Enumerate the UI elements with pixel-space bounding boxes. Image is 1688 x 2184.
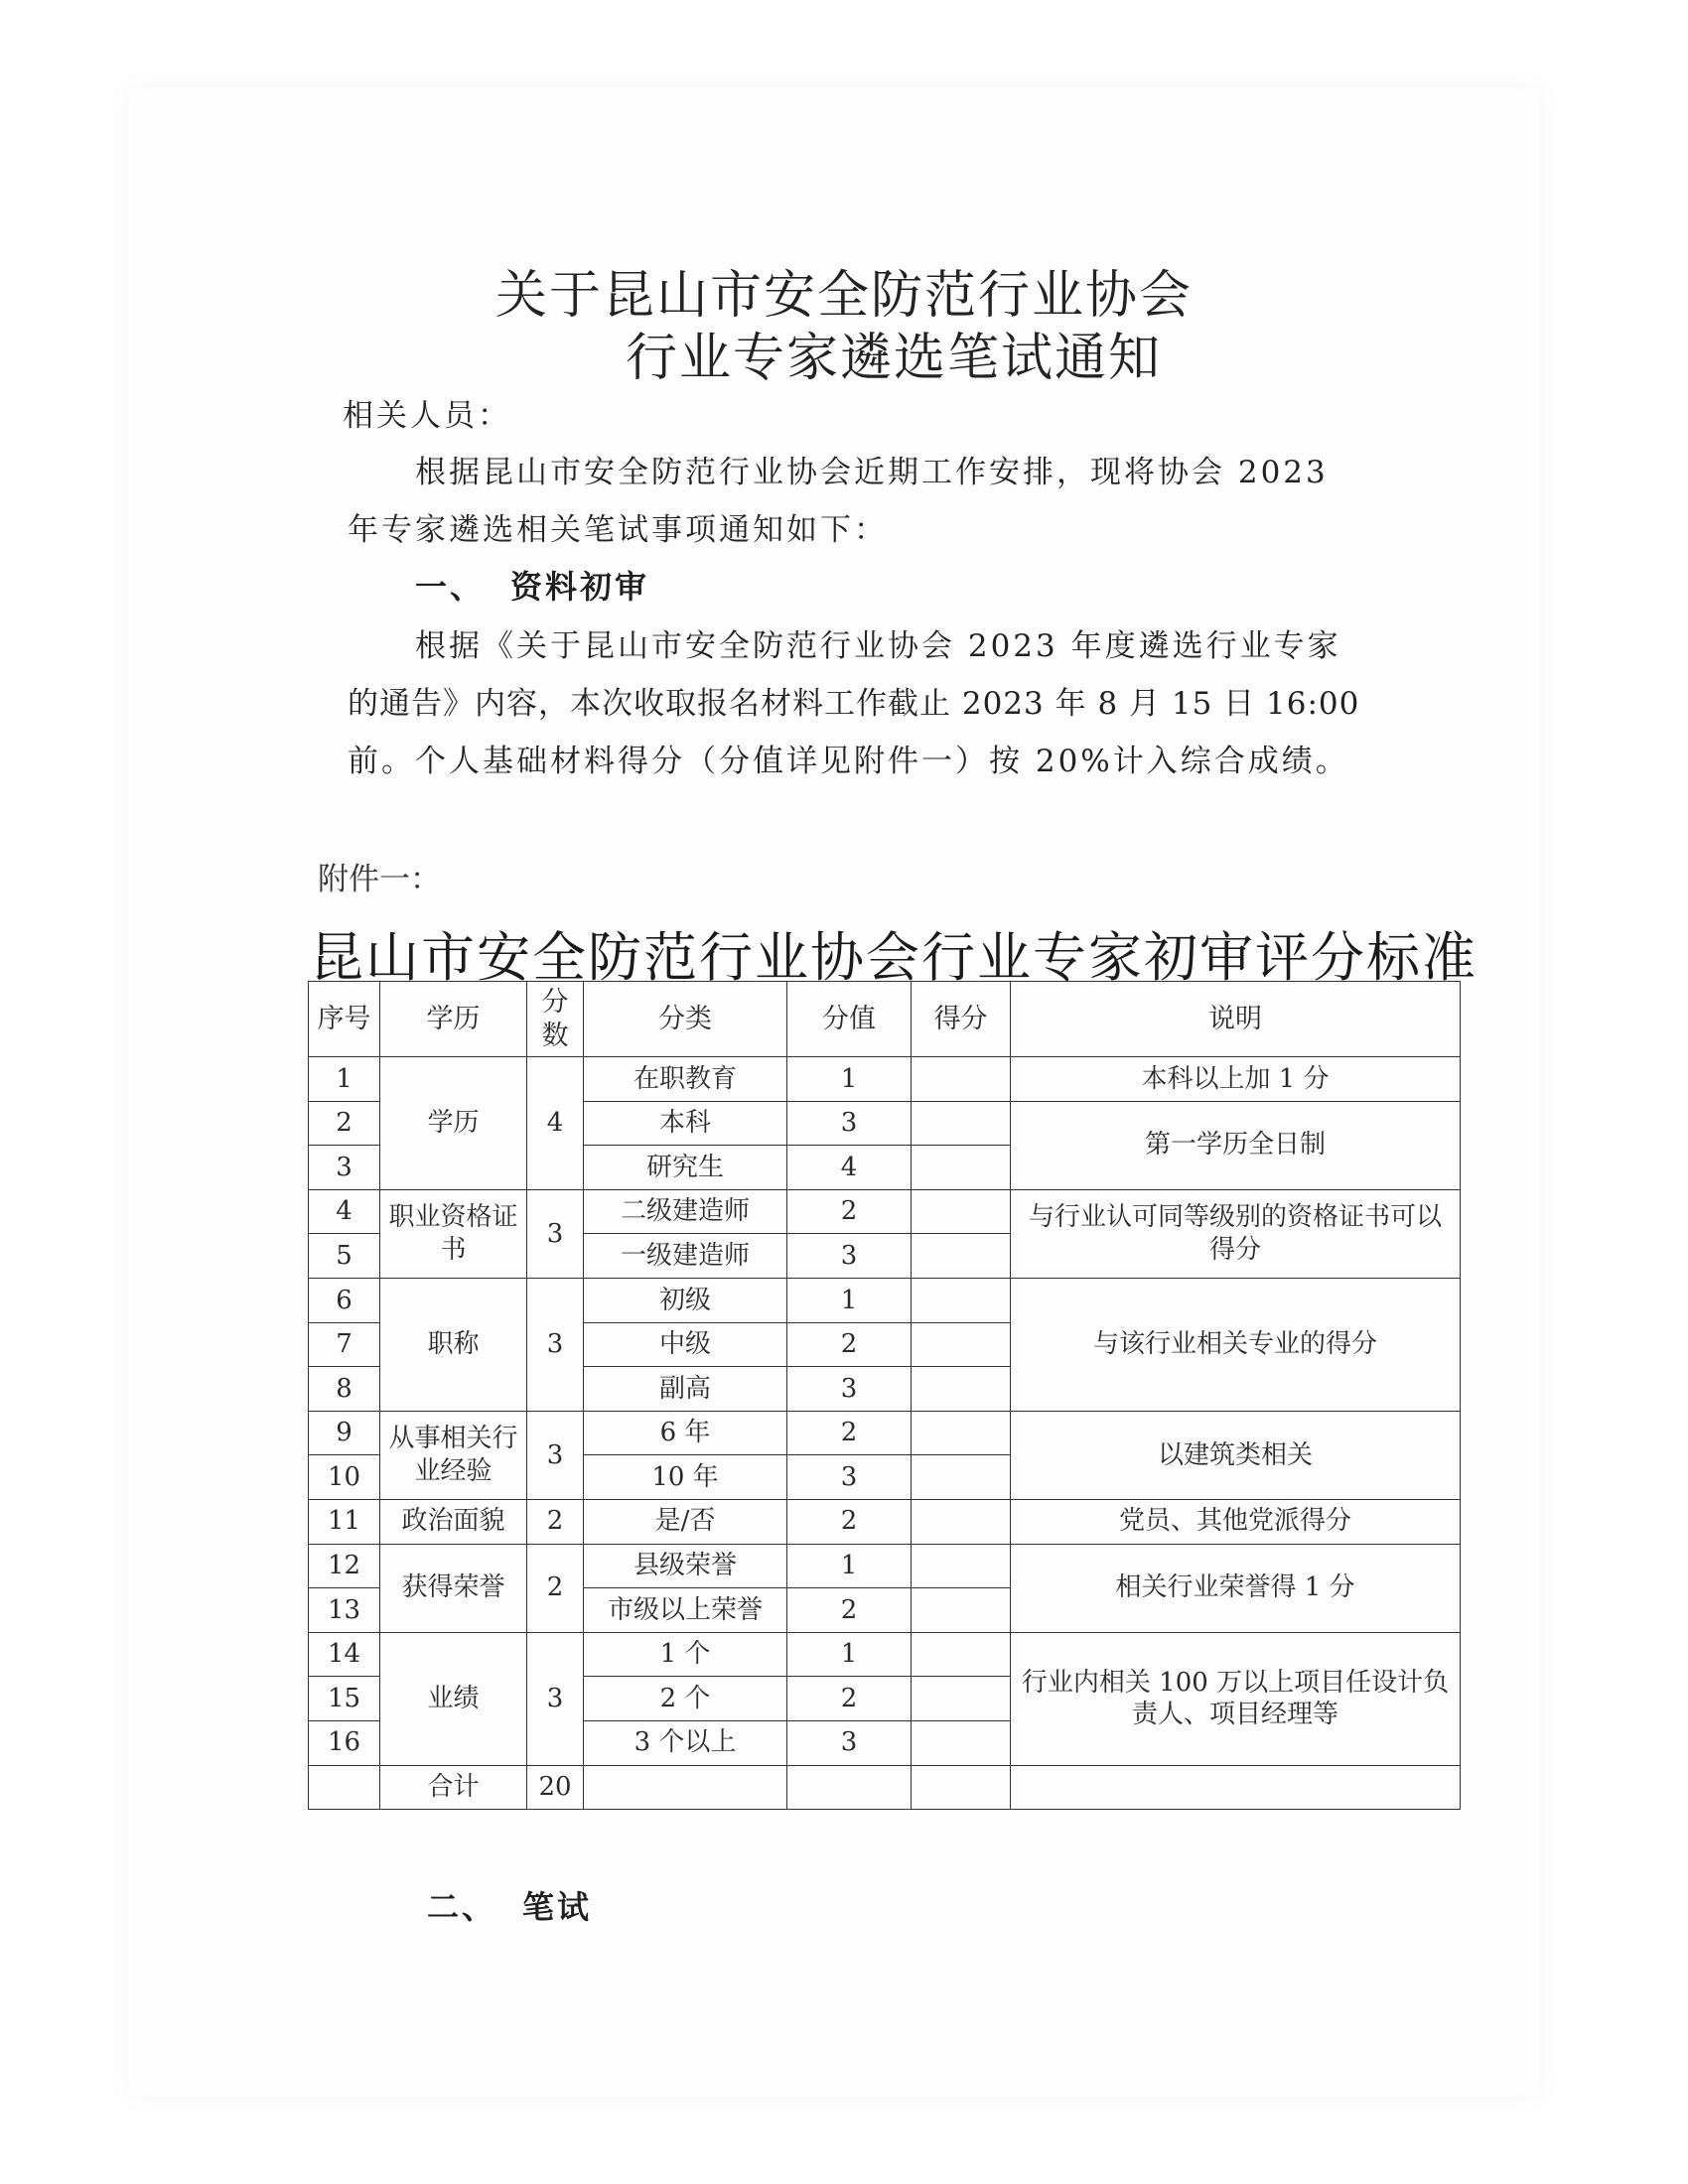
section2-heading [427, 1882, 592, 1928]
cell-note: 以建筑类相关 [1011, 1411, 1461, 1499]
para1-line3: 前。个人基础材料得分（分值详见附件一）按 20%计入综合成绩。 [348, 744, 1349, 779]
cell-score [912, 1499, 1011, 1544]
cell-seq: 10 [309, 1455, 380, 1500]
table-row [309, 1632, 1461, 1677]
table-row [309, 1189, 1461, 1234]
header-value: 分值 [787, 982, 912, 1057]
header-points: 分数 [527, 982, 584, 1057]
cell-seq: 4 [309, 1189, 380, 1234]
cell-type: 3 个以上 [584, 1720, 787, 1765]
cell-note: 本科以上加 1 分 [1011, 1057, 1461, 1102]
cell-seq: 9 [309, 1411, 380, 1455]
table-title: 昆山市安全防范行业协会行业专家初审评分标准 [310, 926, 1477, 989]
header-category: 学历 [380, 982, 527, 1057]
scoring-table [308, 981, 1461, 1810]
doc-title-line1: 关于昆山市安全防范行业协会 [494, 266, 1193, 326]
cell-value: 1 [787, 1544, 912, 1588]
cell-points: 3 [527, 1189, 584, 1278]
cell-score [912, 1544, 1011, 1588]
table-total-row [309, 1765, 1461, 1810]
cell-seq: 15 [309, 1677, 380, 1721]
cell-score [912, 1632, 1011, 1677]
cell-type: 初级 [584, 1278, 787, 1322]
cell-value: 3 [787, 1101, 912, 1146]
cell-value: 2 [787, 1411, 912, 1455]
table-row [309, 1057, 1461, 1102]
cell-type: 副高 [584, 1367, 787, 1412]
cell-seq: 3 [309, 1146, 380, 1190]
cell-score [912, 1146, 1011, 1190]
cell-score [912, 1588, 1011, 1633]
cell-score [912, 1720, 1011, 1765]
cell-seq: 13 [309, 1588, 380, 1633]
total-points: 20 [527, 1765, 584, 1810]
cell-seq: 1 [309, 1057, 380, 1102]
cell-type: 在职教育 [584, 1057, 787, 1102]
header-type: 分类 [584, 982, 787, 1057]
para1-line2: 的通告》内容，本次收取报名材料工作截止 2023 年 8 月 15 日 16:00 [348, 686, 1360, 722]
cell-points: 3 [527, 1278, 584, 1411]
total-label: 合计 [380, 1765, 527, 1810]
cell-seq: 5 [309, 1234, 380, 1279]
section1-heading [415, 562, 649, 608]
header-score: 得分 [912, 982, 1011, 1057]
cell-score [912, 1411, 1011, 1455]
cell-score [912, 1189, 1011, 1234]
cell-category: 从事相关行业经验 [380, 1411, 527, 1499]
cell-seq: 7 [309, 1322, 380, 1367]
cell-seq: 16 [309, 1720, 380, 1765]
cell-category: 职业资格证书 [380, 1189, 527, 1278]
cell-points: 2 [527, 1499, 584, 1544]
intro-line2: 年专家遴选相关笔试事项通知如下： [348, 512, 888, 548]
cell-type: 10 年 [584, 1455, 787, 1500]
table-header-row [309, 982, 1461, 1057]
section2-title: 笔试 [522, 1888, 593, 1926]
cell-note [1011, 1765, 1461, 1810]
cell-type: 二级建造师 [584, 1189, 787, 1234]
header-note: 说明 [1011, 982, 1461, 1057]
section2-num: 二、 [427, 1888, 497, 1926]
cell-type: 研究生 [584, 1146, 787, 1190]
table-row [309, 1278, 1461, 1322]
cell-type: 2 个 [584, 1677, 787, 1721]
cell-value [787, 1765, 912, 1810]
doc-title-line2: 行业专家遴选笔试通知 [625, 329, 1162, 388]
cell-type [584, 1765, 787, 1810]
cell-seq: 6 [309, 1278, 380, 1322]
section1-title: 资料初审 [510, 568, 650, 606]
cell-note: 行业内相关 100 万以上项目任设计负责人、项目经理等 [1011, 1632, 1461, 1765]
cell-score [912, 1322, 1011, 1367]
cell-type: 本科 [584, 1101, 787, 1146]
cell-seq [309, 1765, 380, 1810]
cell-type: 中级 [584, 1322, 787, 1367]
cell-note: 党员、其他党派得分 [1011, 1499, 1461, 1544]
table-row [309, 1499, 1461, 1544]
cell-type: 1 个 [584, 1632, 787, 1677]
cell-score [912, 1278, 1011, 1322]
cell-score [912, 1367, 1011, 1412]
cell-category: 获得荣誉 [380, 1544, 527, 1632]
cell-seq: 12 [309, 1544, 380, 1588]
cell-seq: 11 [309, 1499, 380, 1544]
section1-num: 一、 [415, 568, 486, 606]
cell-value: 1 [787, 1057, 912, 1102]
cell-score [912, 1101, 1011, 1146]
intro-line1: 根据昆山市安全防范行业协会近期工作安排，现将协会 2023 [415, 455, 1329, 490]
cell-score [912, 1677, 1011, 1721]
annex-label: 附件一： [318, 862, 441, 897]
cell-value: 2 [787, 1322, 912, 1367]
cell-seq: 8 [309, 1367, 380, 1412]
cell-value: 2 [787, 1499, 912, 1544]
cell-type: 是/否 [584, 1499, 787, 1544]
cell-value: 2 [787, 1588, 912, 1633]
cell-type: 县级荣誉 [584, 1544, 787, 1588]
cell-type: 6 年 [584, 1411, 787, 1455]
cell-category: 业绩 [380, 1632, 527, 1765]
cell-score [912, 1455, 1011, 1500]
cell-value: 1 [787, 1632, 912, 1677]
cell-points: 3 [527, 1411, 584, 1499]
cell-seq: 14 [309, 1632, 380, 1677]
cell-note: 第一学历全日制 [1011, 1101, 1461, 1189]
cell-score [912, 1057, 1011, 1102]
cell-note: 与该行业相关专业的得分 [1011, 1278, 1461, 1411]
cell-category: 学历 [380, 1057, 527, 1190]
cell-value: 3 [787, 1234, 912, 1279]
cell-value: 1 [787, 1278, 912, 1322]
table-row [309, 1544, 1461, 1588]
cell-type: 一级建造师 [584, 1234, 787, 1279]
cell-points: 3 [527, 1632, 584, 1765]
cell-seq: 2 [309, 1101, 380, 1146]
cell-value: 4 [787, 1146, 912, 1190]
header-seq: 序号 [309, 982, 380, 1057]
cell-type: 市级以上荣誉 [584, 1588, 787, 1633]
table-row [309, 1411, 1461, 1455]
cell-points: 4 [527, 1057, 584, 1190]
cell-score [912, 1234, 1011, 1279]
cell-value: 3 [787, 1455, 912, 1500]
cell-category: 职称 [380, 1278, 527, 1411]
cell-value: 3 [787, 1367, 912, 1412]
cell-value: 2 [787, 1677, 912, 1721]
cell-value: 3 [787, 1720, 912, 1765]
cell-score [912, 1765, 1011, 1810]
cell-note: 相关行业荣誉得 1 分 [1011, 1544, 1461, 1632]
cell-note: 与行业认可同等级别的资格证书可以得分 [1011, 1189, 1461, 1278]
cell-points: 2 [527, 1544, 584, 1632]
cell-category: 政治面貌 [380, 1499, 527, 1544]
cell-value: 2 [787, 1189, 912, 1234]
para1-line1: 根据《关于昆山市安全防范行业协会 2023 年度遴选行业专家 [415, 628, 1341, 664]
salutation: 相关人员： [343, 398, 511, 434]
